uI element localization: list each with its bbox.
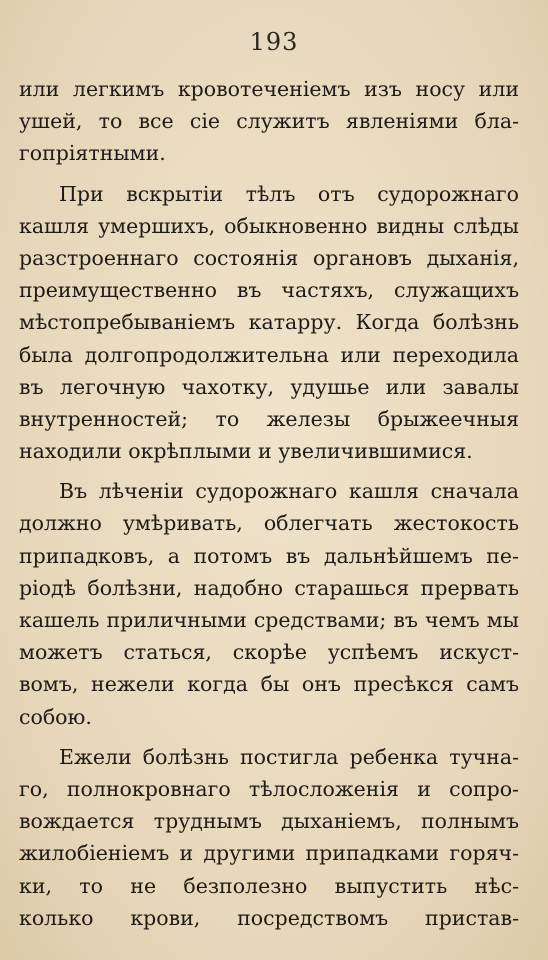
text-line: кашля умершихъ, обыкновенно видны слѣды [19,213,519,238]
paragraph [19,741,519,934]
text-line: ушей, то все сіе служитъ явленіями бла- [19,109,519,134]
text-line: го, полнокровнаго тѣлосложенія и сопро- [19,776,519,801]
text-line: жилобіеніемъ и другими припадками горяч- [19,841,519,866]
text-line: должно умѣривать, облегчать жестокость [19,511,519,536]
text-line: въ легочную чахотку, удушье или завалы [19,374,519,399]
text-line: мѣстопребываніемъ катарру. Когда болѣзнь [19,310,519,335]
text-line: припадковъ, а потомъ въ дальнѣйшемъ пе- [19,543,519,568]
paragraph-gap [19,733,519,741]
text-line: гопріятными. [19,141,166,166]
text-line: разстроеннаго состоянія органовъ дыханія, [19,245,519,270]
text-line: Въ лѣченіи судорожнаго кашля сначала [59,479,519,504]
text-line: можетъ статься, скорѣе успѣемъ искуст- [19,640,519,665]
text-line: кашель приличными средствами; въ чемъ мы [19,608,519,632]
text-line: колько крови, посредствомъ пристав- [19,905,519,930]
paragraph-gap [19,467,519,475]
text-line: внутренностей; то железы брыжеечныя [19,406,519,431]
text-line: собою. [19,704,92,729]
paragraph [19,475,519,733]
text-line: ріодѣ болѣзни, надобно старашься прервать [19,575,519,600]
text-line: вождается труднымъ дыханіемъ, полнымъ [19,809,519,834]
paragraph-gap [19,170,519,178]
text-line: Ежели болѣзнь постигла ребенка тучна- [59,744,519,769]
text-line: При вскрытіи тѣлъ отъ судорожнаго [59,181,519,206]
text-line: ки, то не безполезно выпустить нѣс- [19,873,519,898]
text-line: была долгопродолжительна или переходила [19,342,519,367]
paragraph [19,178,519,468]
body-text [19,73,519,934]
page-number: 193 [249,28,299,56]
text-line: находили окрѣплыми и увеличившимися. [19,439,473,464]
text-line: вомъ, нежели когда бы онъ пресѣкся самъ [19,672,519,697]
text-line: преимущественно въ частяхъ, служащихъ [19,278,519,303]
paragraph [19,73,519,170]
text-line: или легкимъ кровотеченіемъ изъ носу или [19,77,519,101]
